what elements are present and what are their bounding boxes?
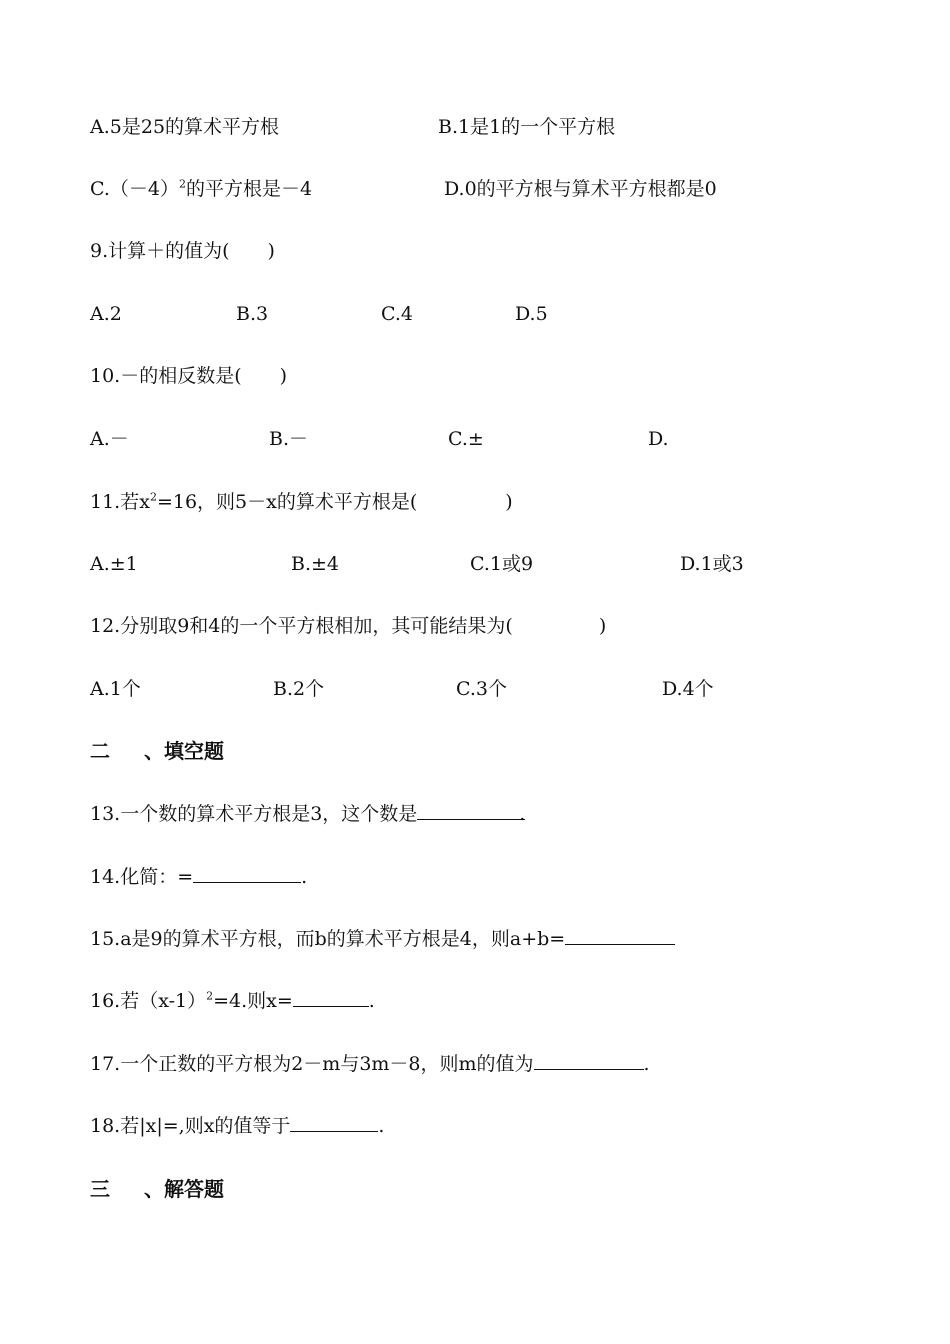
q18-answer-blank[interactable]: [290, 1113, 378, 1132]
q12-stem-post: ): [598, 615, 607, 637]
q11-stem-sup: 2: [149, 490, 157, 504]
q11-option-b: B.±4: [291, 553, 340, 575]
q17-end: .: [643, 1053, 650, 1075]
q8-option-c-pre: C.（－4）: [90, 178, 179, 200]
q10-stem-post: ): [279, 365, 288, 387]
q13-text: 13.一个数的算术平方根是3，这个数是: [90, 803, 418, 825]
q10-option-a: A.－: [90, 428, 129, 450]
section-fill-in-number: 二: [90, 739, 110, 763]
q16-sup: 2: [206, 989, 214, 1003]
q13-answer-blank[interactable]: [417, 801, 526, 825]
q12-option-d: D.4个: [662, 678, 714, 700]
q14-stem: [90, 864, 307, 890]
q16-post: =4.则x=: [213, 990, 293, 1012]
q10-stem-pre: 10.－的相反数是(: [90, 365, 242, 387]
q9-option-b: B.3: [236, 303, 269, 325]
section-answer-heading: [90, 1175, 224, 1203]
q13-end: .: [519, 803, 526, 825]
q17-answer-blank[interactable]: [534, 1051, 644, 1070]
q12-stem-pre: 12.分别取9和4的一个平方根相加，其可能结果为(: [90, 615, 513, 637]
q14-answer-blank[interactable]: [193, 864, 301, 883]
q9-stem-post: ): [267, 240, 275, 262]
q16-answer-blank[interactable]: [293, 988, 369, 1007]
q15-answer-blank[interactable]: [565, 926, 675, 945]
q8-option-a: A.5是25的算术平方根: [90, 116, 280, 138]
q12-option-b: B.2个: [273, 678, 325, 700]
q10-option-c: C.±: [448, 428, 484, 450]
q14-end: .: [301, 866, 308, 888]
q10-option-d: D.: [648, 428, 669, 450]
q9-stem-pre: 9.计算＋的值为(: [90, 240, 230, 262]
q9-stem: [90, 238, 275, 264]
q11-option-d: D.1或3: [680, 553, 744, 575]
q11-stem-pre: 11.若x: [90, 491, 150, 513]
q11-stem-post: ): [505, 491, 513, 513]
section-answer-title: 、解答题: [144, 1177, 224, 1201]
q11-stem: [90, 489, 513, 515]
section-answer-number: 三: [90, 1177, 110, 1201]
q8-option-d: D.0的平方根与算术平方根都是0: [444, 178, 717, 200]
q12-stem: [90, 613, 606, 639]
q9-option-d: D.5: [515, 303, 548, 325]
q18-text: 18.若|x|=,则x的值等于: [90, 1115, 291, 1137]
q12-option-c: C.3个: [456, 678, 507, 700]
q8-option-b: B.1是1的一个平方根: [438, 116, 616, 138]
q15-stem: [90, 926, 675, 952]
q11-stem-mid: =16，则5－x的算术平方根是(: [156, 491, 418, 513]
q11-option-c: C.1或9: [470, 553, 534, 575]
q11-option-a: A.±1: [90, 553, 138, 575]
q10-stem: [90, 363, 287, 389]
q9-option-a: A.2: [90, 303, 122, 325]
q15-text: 15.a是9的算术平方根，而b的算术平方根是4，则a+b=: [90, 928, 566, 950]
q9-option-c: C.4: [381, 303, 413, 325]
q14-text: 14.化简：=: [90, 866, 194, 888]
q18-stem: [90, 1113, 384, 1139]
q18-end: .: [378, 1115, 385, 1137]
section-fill-in-title: 、填空题: [144, 739, 224, 763]
q16-end: .: [368, 990, 375, 1012]
q10-option-b: B.－: [269, 428, 309, 450]
q8-option-c-sup: 2: [179, 177, 186, 191]
q17-text: 17.一个正数的平方根为2－m与3m－8，则m的值为: [90, 1053, 534, 1075]
q12-option-a: A.1个: [90, 678, 141, 700]
q16-stem: [90, 988, 375, 1014]
q8-option-c: [90, 176, 312, 202]
q16-pre: 16.若（x-1）: [90, 990, 207, 1012]
section-fill-in-heading: [90, 737, 224, 765]
q13-stem: [90, 801, 525, 827]
q8-option-c-post: 的平方根是－4: [186, 178, 313, 200]
q17-stem: [90, 1051, 650, 1077]
